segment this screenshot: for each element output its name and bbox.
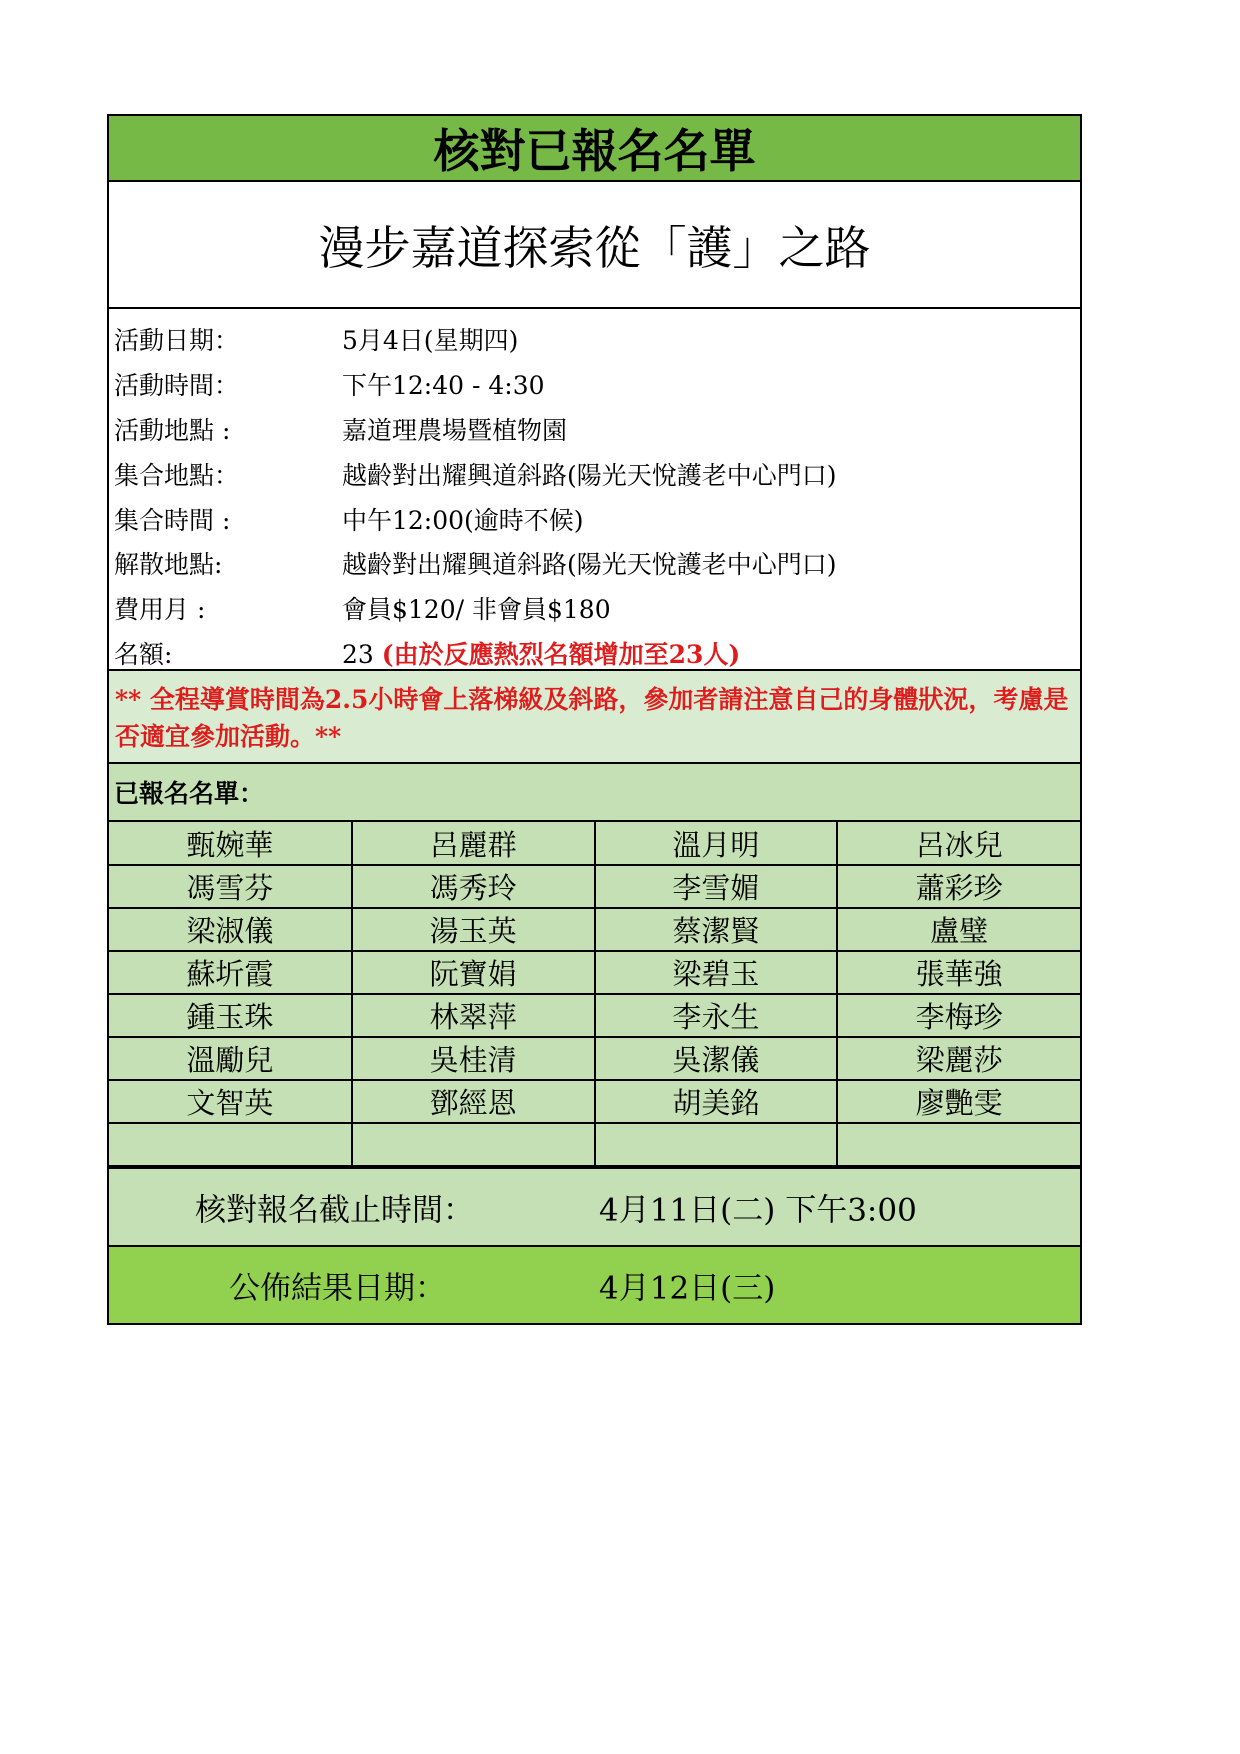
info-value: 中午12:00(逾時不候): [342, 505, 584, 535]
name-cell: 甄婉華: [109, 822, 352, 865]
warning-text: ** 全程導賞時間為2.5小時會上落梯級及斜路，參加者請注意自己的身體狀況，考慮是否適宜參加活動。**: [115, 685, 1069, 751]
name-cell: 李雪媚: [595, 865, 838, 908]
names-table: [109, 822, 1080, 1167]
name-cell: 馮雪芬: [109, 865, 352, 908]
info-row-quota: [109, 631, 1080, 676]
name-cell: 吳桂清: [352, 1037, 595, 1080]
deadline-label: 核對報名截止時間：: [195, 1192, 474, 1229]
info-row-date: [109, 317, 1080, 362]
table-row: [109, 822, 1080, 865]
table-row: [109, 994, 1080, 1037]
name-cell: 鄧經恩: [352, 1080, 595, 1123]
name-cell: 廖艷雯: [837, 1080, 1080, 1123]
table-row: [109, 865, 1080, 908]
table-row: [109, 951, 1080, 994]
info-label: 活動日期：: [114, 326, 240, 356]
info-value: 下午12:40 - 4:30: [342, 371, 545, 401]
name-cell: 李永生: [595, 994, 838, 1037]
info-row-meeting-point: [109, 451, 1080, 496]
name-cell: 鍾玉珠: [109, 994, 352, 1037]
info-value: 5月4日(星期四): [342, 326, 519, 356]
name-cell: 文智英: [109, 1080, 352, 1123]
name-cell: 林翠萍: [352, 994, 595, 1037]
sheet-header: [109, 116, 1080, 182]
name-cell: 吳潔儀: [595, 1037, 838, 1080]
name-cell: [109, 1123, 352, 1166]
event-title: 漫步嘉道探索從「護」之路: [318, 220, 871, 275]
name-cell: [352, 1123, 595, 1166]
name-cell: 梁淑儀: [109, 908, 352, 951]
info-label: 名額:: [114, 639, 173, 669]
name-cell: 湯玉英: [352, 908, 595, 951]
name-cell: 馮秀玲: [352, 865, 595, 908]
info-label: 活動時間：: [114, 371, 240, 401]
info-label: 集合地點：: [114, 460, 240, 490]
name-cell: 呂麗群: [352, 822, 595, 865]
quota-number: 23: [342, 639, 382, 669]
name-cell: [595, 1123, 838, 1166]
name-cell: 盧璧: [837, 908, 1080, 951]
name-cell: 呂冰兒: [837, 822, 1080, 865]
info-value: 會員$120/ 非會員$180: [342, 595, 611, 625]
info-row-meeting-time: [109, 496, 1080, 541]
info-row-dismissal-point: [109, 541, 1080, 586]
info-value: 越齡對出耀興道斜路(陽光天悅護老中心門口): [342, 550, 837, 580]
info-label: 集合時間 :: [114, 505, 231, 535]
result-date-section: [109, 1247, 1080, 1323]
name-cell: 蕭彩珍: [837, 865, 1080, 908]
info-row-time: [109, 362, 1080, 407]
warning-notice: [109, 671, 1080, 764]
name-cell: 溫勵兒: [109, 1037, 352, 1080]
info-value: 越齡對出耀興道斜路(陽光天悅護老中心門口): [342, 460, 837, 490]
registered-list-header: [109, 764, 1080, 822]
registered-list-heading: 已報名名單：: [114, 779, 265, 808]
name-cell: 蔡潔賢: [595, 908, 838, 951]
name-cell: 梁麗莎: [837, 1037, 1080, 1080]
result-date-label: 公佈結果日期：: [229, 1270, 446, 1307]
info-label: 費用月 :: [114, 595, 206, 625]
quota-note: (由於反應熱烈名額增加至23人): [381, 639, 741, 669]
deadline-value: 4月11日(二) 下午3:00: [599, 1192, 917, 1229]
sheet-title: 核對已報名名單: [433, 124, 756, 178]
name-cell: 梁碧玉: [595, 951, 838, 994]
registration-sheet: [107, 114, 1082, 1325]
name-cell: 李梅珍: [837, 994, 1080, 1037]
name-cell: 胡美銘: [595, 1080, 838, 1123]
deadline-section: [109, 1169, 1080, 1247]
name-cell: 張華強: [837, 951, 1080, 994]
info-row-venue: [109, 407, 1080, 452]
table-row: [109, 1037, 1080, 1080]
info-value: [342, 635, 1080, 671]
info-value: 嘉道理農場暨植物園: [342, 415, 568, 445]
name-cell: 阮寶娟: [352, 951, 595, 994]
registered-names: [109, 822, 1080, 1169]
info-label: 解散地點:: [114, 550, 223, 580]
name-cell: 溫月明: [595, 822, 838, 865]
info-row-fee: [109, 586, 1080, 631]
event-info: [109, 309, 1080, 671]
name-cell: [837, 1123, 1080, 1166]
table-row: [109, 1123, 1080, 1166]
event-title-section: [109, 182, 1080, 309]
table-row: [109, 1080, 1080, 1123]
result-date-value: 4月12日(三): [599, 1270, 776, 1307]
name-cell: 蘇圻霞: [109, 951, 352, 994]
info-label: 活動地點 :: [114, 415, 231, 445]
table-row: [109, 908, 1080, 951]
